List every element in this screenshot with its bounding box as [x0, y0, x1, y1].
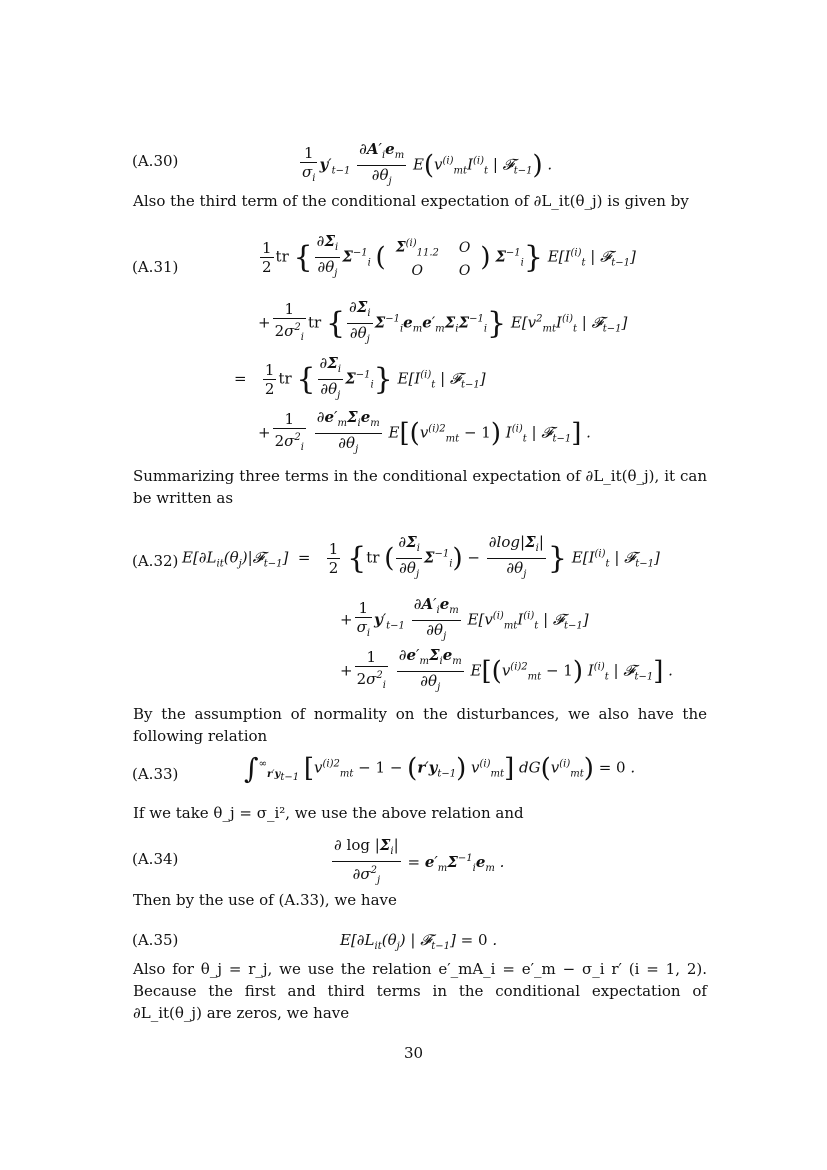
equation-a34: $\frac{\partial \log |\Sigma_i|}{\partial\sigma^2_j}$ = $e'_m\Sigma^{-1}_ie_m$ . — [334, 836, 505, 886]
equation-a32-line1: $E[\partial L_{it}(\theta_j)|𝓕_{t-1}]$ = $\frac{1}{2}$ {tr ( $\frac{\partial\Sigma_i}{\partial\theta_j}$ $\Sigma^{-1}_i$) − $\frac{\partial\log|\Sigma_i|}{\partial\theta_j}$ } $E[I^{(i)}_t$ | 𝓕$_{t-1}$] — [182, 533, 660, 580]
paragraph-2: Summarizing three terms in the conditional expectation of ∂L_it(θ_j), it can be written as — [133, 467, 707, 507]
equation-a31-line4: + $\frac{1}{2\sigma^2_i}$ $\frac{\partial e'_m\Sigma_ie_m}{\partial\theta_j}$ $E[(v^{(i)2}_{mt} - 1)$ $I^{(i)}_t$ | 𝓕$_{t-1}$] . — [258, 408, 591, 455]
equation-label-a32: (A.32) — [132, 552, 179, 570]
equation-a32-line2: + $\frac{1}{\sigma_i}$ $y'_{t-1}$ $\frac{\partial A'_ie_m}{\partial\theta_j}$ $E[v^{(i)}_{mt}I^{(i)}_t$ | 𝓕$_{t-1}$] — [340, 595, 589, 642]
equation-a35: $E[\partial L_{it}(\theta_j)$ | 𝓕$_{t-1}$] = 0 . — [340, 931, 498, 952]
equation-label-a34: (A.34) — [132, 850, 179, 868]
equation-a31-line2: + $\frac{1}{2\sigma^2_i}$ tr { $\frac{\partial\Sigma_i}{\partial\theta_j}$ $\Sigma^{-1}_ie_me'_m\Sigma_i\Sigma^{-1}_i$} $E[v^2_{mt}I^{(i)}_t$ | 𝓕$_{t-1}$] — [258, 298, 628, 345]
equation-label-a33: (A.33) — [132, 765, 179, 783]
equation-label-a31: (A.31) — [132, 258, 179, 276]
page-number: 30 — [403, 1044, 424, 1062]
equation-label-a35: (A.35) — [132, 931, 179, 949]
paragraph-3: By the assumption of normality on the disturbances, we also have the following relation — [133, 705, 707, 745]
equation-a33: $\int^\infty_{r'y_{t-1}}$ [$v^{(i)2}_{mt} - 1 - (r'y_{t-1})$ $v^{(i)}_{mt}$] $dG(v^{(i)}_{mt}) = 0$ . — [244, 752, 636, 785]
paragraph-4: If we take θ_j = σ_i², we use the above relation and — [133, 804, 524, 822]
paragraph-1: Also the third term of the conditional expectation of ∂L_it(θ_j) is given by — [133, 192, 689, 210]
equation-a32-line3: + $\frac{1}{2\sigma^2_i}$ $\frac{\partial e'_m\Sigma_ie_m}{\partial\theta_j}$ $E[(v^{(i)2}_{mt} - 1)$ $I^{(i)}_t$ | 𝓕$_{t-1}$] . — [340, 646, 673, 693]
equation-a31-line1: $\frac{1}{2}$ tr { $\frac{\partial\Sigma_i}{\partial\theta_j}$ $\Sigma^{-1}_i$ ( $\Sigma^{(i)}_{11.2}$ O O O ) $\Sigma^{-1}_i$} $E[I^{(i)}_t$ | 𝓕$_{t-1}$] — [262, 232, 636, 280]
paragraph-5: Then by the use of (A.33), we have — [133, 891, 397, 909]
equation-a30: $\frac{1}{\sigma_i}$ $y'_{t-1}$ $\frac{\partial A'_ie_m}{\partial\theta_j}$ $E(v^{(i)}_{mt}I^{(i)}_t$ | 𝓕$_{t-1}$) . — [302, 140, 553, 187]
equation-label-a30: (A.30) — [132, 152, 179, 170]
equation-a31-line3: = $\frac{1}{2}$ tr { $\frac{\partial\Sigma_i}{\partial\theta_j}$ $\Sigma^{-1}_i$} $E[I^{(i)}_t$ | 𝓕$_{t-1}$] — [234, 354, 486, 401]
paragraph-6: Also for θ_j = r_j, we use the relation e′_mA_i = e′_m − σ_i r′ (i = 1, 2). Because the first and third terms in the conditional expectation of ∂L_it(θ_j) are zeros, we have — [133, 960, 707, 1022]
